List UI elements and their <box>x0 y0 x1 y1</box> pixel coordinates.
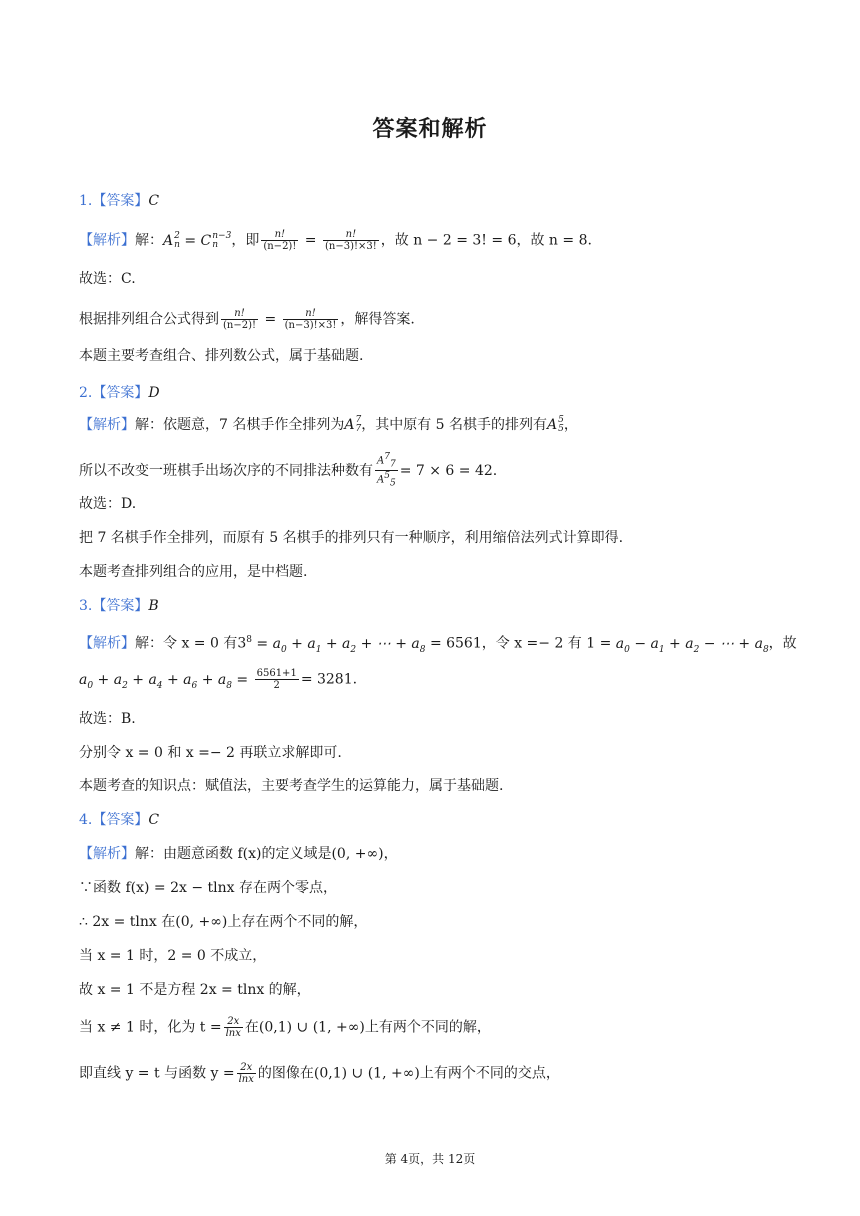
q2-result-line <box>79 452 497 490</box>
q2-answer: D <box>148 385 160 401</box>
q2-answer-line <box>79 383 160 403</box>
q3-analysis-tag: 【解析】 <box>79 635 135 652</box>
q4-line1: 解：由题意函数 f(x)的定义域是(0, +∞)， <box>135 846 398 862</box>
q1-method-prefix: 根据排列组合公式得到 <box>79 311 219 328</box>
q4-line6-fraction: $\frac{2x}{\ln x}$ <box>225 1016 241 1039</box>
q4-answer-tag: 【答案】 <box>92 812 149 828</box>
q3-answer-line <box>79 596 159 616</box>
page-footer: 第 4页，共 12页 <box>384 1152 476 1166</box>
q2-perm-a55: A 5 5 <box>547 415 564 434</box>
q3-answer-tag: 【答案】 <box>92 598 149 614</box>
q1-fraction-left: $\frac{n!}{(n-2)!}$ <box>263 229 297 252</box>
q1-answer: C <box>148 193 160 209</box>
q1-analysis-suffix: ，故 n − 2 = 3! = 6，故 n = 8. <box>380 232 592 249</box>
q4-line6-suffix: 在(0,1) ∪ (1, +∞)上有两个不同的解， <box>244 1019 491 1036</box>
q4-line3: ∴ 2x = tlnx 在(0, +∞)上存在两个不同的解， <box>79 914 368 930</box>
q3-even-sum: $a_0 + a_2 + a_4 + a_6 + a_8$ = <box>79 671 253 691</box>
q3-answer: B <box>148 598 159 614</box>
q4-line7-suffix: 的图像在(0,1) ∪ (1, +∞)上有两个不同的交点， <box>257 1065 560 1082</box>
q4-line7 <box>79 1062 560 1085</box>
q2-number: 2. <box>79 385 93 401</box>
q2-result-a: 所以不改变一班棋手出场次序的不同排法种数有 <box>79 462 373 479</box>
q1-analysis-tag: 【解析】 <box>79 232 135 249</box>
q2-analysis-a: 解：依题意，7 名棋手作全排列为 <box>135 417 345 433</box>
q3-alt-expression: $a_0 - a_1 + a_2$ − ⋯ + $a_8$ <box>611 635 769 655</box>
q4-line6 <box>79 1016 491 1039</box>
q2-method: 把 7 名棋手作全排列，而原有 5 名棋手的排列只有一种顺序，利用缩倍法列式计算即得. <box>79 530 624 546</box>
q3-analysis-d: ，故 <box>768 635 797 652</box>
q3-choice: 故选：B. <box>79 711 136 727</box>
q2-analysis-line <box>79 415 578 435</box>
q2-result-b: = 7 × 6 = 42. <box>399 462 498 479</box>
q4-analysis-tag: 【解析】 <box>79 846 135 862</box>
q4-answer-line <box>79 810 159 830</box>
q1-number: 1. <box>79 193 93 209</box>
q1-analysis-prefix: 解： <box>135 232 163 249</box>
q1-summary: 本题主要考查组合、排列数公式，属于基础题. <box>79 348 364 364</box>
q3-analysis-line: 【解析】解：令 x = 0 有$3^8 = a_0 + a_1 + a_2$ + ⋯ + $a_8 = 6561$，令 x =− 2 有 $1 = a_0 - a_1 + a_2$ − ⋯ + $a_8$，故 <box>79 635 797 655</box>
q1-analysis-line: 【解析】解：A 2 n = C n−3 n ，即 $\frac{n!}{(n-2)!}$ = $\frac{n!}{(n-3)!\times 3!}$ ，故 n − 2 = 3! = 6，故 n = 8. <box>79 229 592 252</box>
q3-sum-expression: = $a_0 + a_1 + a_2$ + ⋯ + $a_8$ <box>251 635 426 655</box>
page-title: 答案和解析 <box>372 117 488 142</box>
q4-line5: 故 x = 1 不是方程 2x = tlnx 的解， <box>79 982 311 998</box>
q3-summary: 本题考查的知识点：赋值法，主要考查学生的运算能力，属于基础题. <box>79 778 504 794</box>
q2-analysis-c: ， <box>563 417 578 433</box>
q1-method-fraction-left: $\frac{n!}{(n-2)!}$ <box>223 308 257 331</box>
q3-result-line <box>79 668 357 695</box>
q2-summary: 本题考查排列组合的应用，是中档题. <box>79 564 308 580</box>
q4-line7-prefix: 即直线 y = t 与函数 y = <box>79 1065 235 1082</box>
q1-formula-a: A 2 n = C n−3 n <box>163 230 232 250</box>
q2-fraction: $\frac{A^7_7}{A^5_5}$ <box>377 452 396 489</box>
q1-method-suffix: ，解得答案. <box>340 311 415 328</box>
q4-analysis-line <box>79 844 398 864</box>
q2-analysis-b: ，其中原有 5 名棋手的排列有 <box>361 417 548 433</box>
q4-line4: 当 x = 1 时，2 = 0 不成立， <box>79 948 267 964</box>
q1-method-line: 根据排列组合公式得到 $\frac{n!}{(n-2)!}$ = $\frac{n!}{(n-3)!\times 3!}$ ，解得答案. <box>79 308 415 331</box>
q1-analysis-mid: ，即 <box>231 232 260 249</box>
q3-result-suffix: = 3281. <box>300 671 358 688</box>
q1-method-fraction-right: $\frac{n!}{(n-3)!\times 3!}$ <box>284 308 337 331</box>
q4-line6-prefix: 当 x ≠ 1 时，化为 t = <box>79 1019 222 1036</box>
q4-line2: ∵函数 f(x) = 2x − tlnx 存在两个零点， <box>79 880 337 896</box>
q3-fraction: $\frac{6561+1}{2}$ <box>256 668 297 691</box>
q4-answer: C <box>148 812 160 828</box>
q2-answer-tag: 【答案】 <box>92 385 149 401</box>
q2-analysis-tag: 【解析】 <box>79 417 135 433</box>
q4-line7-fraction: $\frac{2x}{\ln x}$ <box>238 1062 254 1085</box>
q3-method: 分别令 x = 0 和 x =− 2 再联立求解即可. <box>79 745 342 761</box>
q4-number: 4. <box>79 812 93 828</box>
q1-choice: 故选：C. <box>79 271 136 287</box>
q1-answer-tag: 【答案】 <box>92 193 149 209</box>
q1-fraction-right: $\frac{n!}{(n-3)!\times 3!}$ <box>325 229 377 252</box>
q3-analysis-a: 解：令 x = 0 有3 <box>135 635 247 652</box>
q3-number: 3. <box>79 598 93 614</box>
q1-answer-line <box>79 191 159 211</box>
q3-analysis-c: = 6561，令 x =− 2 有 1 = <box>429 635 612 652</box>
q2-choice: 故选：D. <box>79 496 137 512</box>
q2-perm-a77: A 7 7 <box>344 415 362 434</box>
